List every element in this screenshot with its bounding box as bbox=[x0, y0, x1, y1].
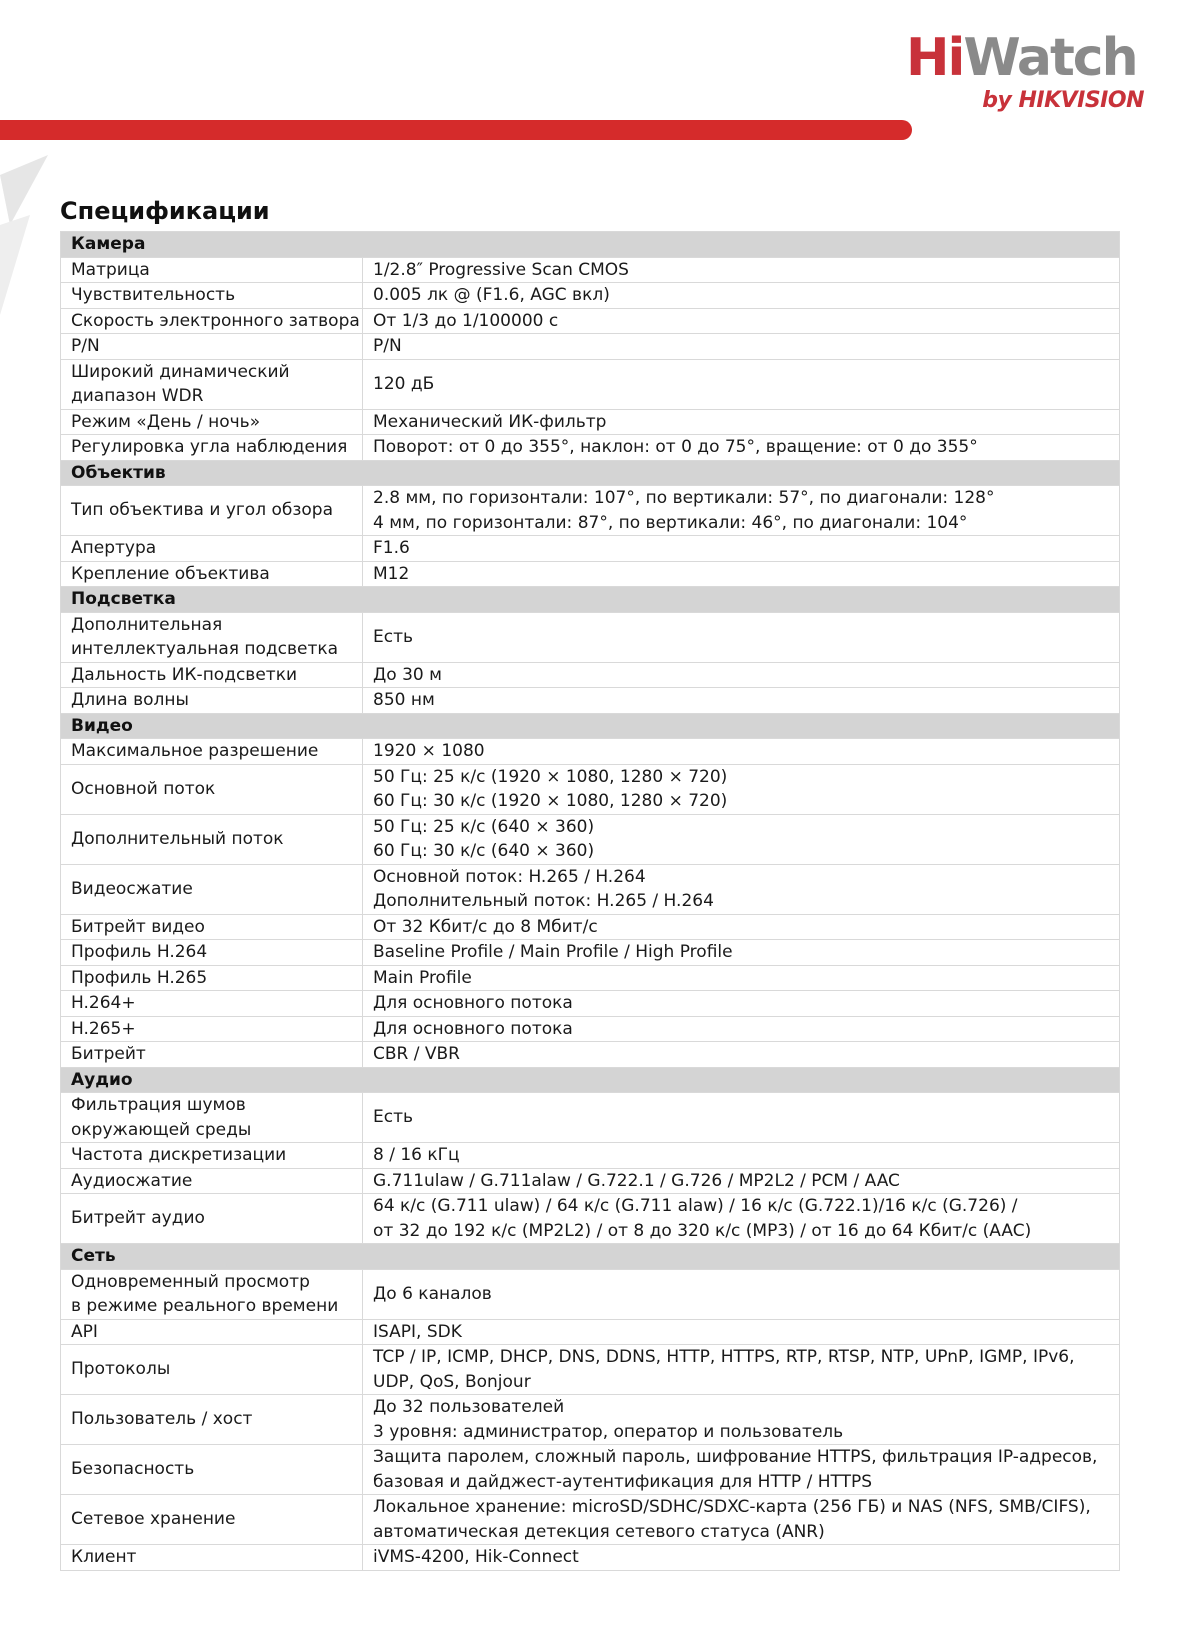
spec-value-line: базовая и дайджест-аутентификация для HTTP / HTTPS bbox=[373, 1471, 873, 1492]
section-header-row bbox=[61, 713, 1120, 739]
spec-label-line: Клиент bbox=[71, 1547, 137, 1567]
spec-value bbox=[363, 965, 1120, 991]
spec-label-line: Сетевое хранение bbox=[71, 1509, 236, 1530]
spec-value-line: До 30 м bbox=[373, 664, 442, 685]
spec-row bbox=[61, 1143, 1120, 1169]
spec-label-line: Профиль H.264 bbox=[71, 942, 208, 962]
spec-label-line: Битрейт аудио bbox=[71, 1208, 205, 1229]
spec-row bbox=[61, 308, 1120, 334]
spec-value bbox=[363, 1395, 1120, 1445]
spec-label bbox=[61, 1545, 363, 1571]
spec-label-line: API bbox=[71, 1321, 98, 1342]
section-header-row bbox=[61, 232, 1120, 258]
spec-label bbox=[61, 257, 363, 283]
spec-value bbox=[363, 764, 1120, 814]
spec-label bbox=[61, 1495, 363, 1545]
spec-label bbox=[61, 739, 363, 765]
section-header-row bbox=[61, 460, 1120, 486]
spec-label-line: Фильтрация шумов bbox=[71, 1095, 246, 1115]
spec-label-line: Пользователь / хост bbox=[71, 1409, 253, 1430]
spec-label-line: Аудиосжатие bbox=[71, 1170, 193, 1191]
spec-label bbox=[61, 561, 363, 587]
spec-value-line: 120 дБ bbox=[373, 373, 435, 394]
spec-value-line: от 32 до 192 к/с (MP2L2) / от 8 до 320 к/с (MP3) / от 16 до 64 Кбит/с (AAC) bbox=[373, 1220, 1032, 1241]
spec-value-line: Для основного потока bbox=[373, 993, 573, 1013]
spec-row bbox=[61, 283, 1120, 309]
spec-label-line: Крепление объектива bbox=[71, 563, 270, 584]
spec-label bbox=[61, 1042, 363, 1068]
spec-row bbox=[61, 764, 1120, 814]
spec-value bbox=[363, 1269, 1120, 1319]
spec-value-line: 1/2.8″ Progressive Scan CMOS bbox=[373, 259, 629, 280]
spec-value-line: P/N bbox=[373, 336, 402, 356]
spec-value-line: ISAPI, SDK bbox=[373, 1321, 462, 1342]
spec-value-line: Main Profile bbox=[373, 967, 472, 988]
spec-label-line: Максимальное разрешение bbox=[71, 741, 319, 761]
spec-value bbox=[363, 308, 1120, 334]
spec-label bbox=[61, 536, 363, 562]
spec-value-line: UDP, QoS, Bonjour bbox=[373, 1371, 531, 1392]
spec-row bbox=[61, 814, 1120, 864]
spec-value-line: 50 Гц: 25 к/с (1920 × 1080, 1280 × 720) bbox=[373, 766, 728, 787]
spec-row bbox=[61, 1042, 1120, 1068]
section-title: Сеть bbox=[61, 1244, 1120, 1270]
section-title: Камера bbox=[61, 232, 1120, 258]
spec-label bbox=[61, 435, 363, 461]
spec-row bbox=[61, 991, 1120, 1017]
spec-label bbox=[61, 486, 363, 536]
spec-value bbox=[363, 1319, 1120, 1345]
spec-label-line: Чувствительность bbox=[71, 285, 236, 305]
spec-label bbox=[61, 1093, 363, 1143]
spec-value-line: F1.6 bbox=[373, 538, 410, 558]
spec-value bbox=[363, 662, 1120, 688]
spec-row bbox=[61, 1016, 1120, 1042]
spec-row bbox=[61, 864, 1120, 914]
spec-label bbox=[61, 1395, 363, 1445]
spec-label bbox=[61, 940, 363, 966]
spec-row bbox=[61, 1445, 1120, 1495]
spec-value-line: 50 Гц: 25 к/с (640 × 360) bbox=[373, 816, 595, 837]
spec-row bbox=[61, 435, 1120, 461]
spec-label-line: Частота дискретизации bbox=[71, 1145, 287, 1165]
spec-value-line: 60 Гц: 30 к/с (1920 × 1080, 1280 × 720) bbox=[373, 791, 728, 811]
section-title: Видео bbox=[61, 713, 1120, 739]
spec-label-line: Видеосжатие bbox=[71, 878, 193, 899]
spec-value bbox=[363, 359, 1120, 409]
spec-value-line: Механический ИК-фильтр bbox=[373, 411, 607, 432]
spec-label bbox=[61, 864, 363, 914]
spec-value-line: M12 bbox=[373, 563, 410, 584]
spec-value bbox=[363, 334, 1120, 360]
spec-label-line: Одновременный просмотр bbox=[71, 1271, 310, 1292]
spec-label bbox=[61, 914, 363, 940]
spec-row bbox=[61, 688, 1120, 714]
spec-row bbox=[61, 1545, 1120, 1571]
spec-value bbox=[363, 1042, 1120, 1068]
spec-label-line: Дополнительный поток bbox=[71, 828, 284, 849]
spec-label bbox=[61, 1345, 363, 1395]
spec-label bbox=[61, 409, 363, 435]
page-title: Спецификации bbox=[60, 197, 270, 225]
spec-row bbox=[61, 1495, 1120, 1545]
section-header-row bbox=[61, 1244, 1120, 1270]
spec-value-line: iVMS-4200, Hik-Connect bbox=[373, 1547, 579, 1567]
spec-value-line: Для основного потока bbox=[373, 1018, 573, 1039]
spec-row bbox=[61, 1319, 1120, 1345]
spec-value bbox=[363, 1194, 1120, 1244]
spec-label-line: Апертура bbox=[71, 538, 157, 558]
spec-label-line: диапазон WDR bbox=[71, 386, 204, 406]
spec-value bbox=[363, 409, 1120, 435]
spec-value-line: 2.8 мм, по горизонтали: 107°, по вертикали: 57°, по диагонали: 128° bbox=[373, 488, 995, 508]
spec-label bbox=[61, 662, 363, 688]
spec-row bbox=[61, 662, 1120, 688]
logo-watch-text: Watch bbox=[963, 28, 1137, 88]
spec-value-line: 850 нм bbox=[373, 690, 435, 710]
spec-label-line: H.264+ bbox=[71, 993, 136, 1013]
spec-value-line: автоматическая детекция сетевого статуса (ANR) bbox=[373, 1521, 825, 1542]
spec-row bbox=[61, 409, 1120, 435]
spec-row bbox=[61, 739, 1120, 765]
section-header-row bbox=[61, 1067, 1120, 1093]
spec-row bbox=[61, 1269, 1120, 1319]
spec-value bbox=[363, 688, 1120, 714]
spec-value bbox=[363, 1168, 1120, 1194]
spec-value bbox=[363, 283, 1120, 309]
spec-label bbox=[61, 1269, 363, 1319]
section-header-row bbox=[61, 587, 1120, 613]
spec-label-line: Дальность ИК-подсветки bbox=[71, 664, 298, 685]
spec-label-line: окружающей среды bbox=[71, 1119, 252, 1140]
spec-label bbox=[61, 1445, 363, 1495]
spec-value bbox=[363, 1016, 1120, 1042]
spec-label-line: Длина волны bbox=[71, 690, 189, 710]
spec-row bbox=[61, 1395, 1120, 1445]
logo-brand-text: HIKVISION bbox=[1018, 88, 1144, 113]
spec-label-line: Битрейт видео bbox=[71, 916, 205, 937]
section-title: Аудио bbox=[61, 1067, 1120, 1093]
spec-label bbox=[61, 814, 363, 864]
spec-row bbox=[61, 1345, 1120, 1395]
spec-value bbox=[363, 612, 1120, 662]
spec-value-line: Защита паролем, сложный пароль, шифрование HTTPS, фильтрация IP-адресов, bbox=[373, 1447, 1098, 1467]
spec-value-line: От 1/3 до 1/100000 с bbox=[373, 310, 559, 331]
spec-label-line: в режиме реального времени bbox=[71, 1296, 339, 1316]
spec-label-line: Профиль H.265 bbox=[71, 967, 208, 988]
spec-row bbox=[61, 1168, 1120, 1194]
spec-value bbox=[363, 940, 1120, 966]
spec-value-line: Есть bbox=[373, 626, 414, 647]
header-red-bar bbox=[0, 120, 912, 140]
section-title: Подсветка bbox=[61, 587, 1120, 613]
spec-row bbox=[61, 1093, 1120, 1143]
spec-label bbox=[61, 1016, 363, 1042]
spec-label-line: Матрица bbox=[71, 259, 150, 280]
spec-label bbox=[61, 965, 363, 991]
spec-value-line: До 6 каналов bbox=[373, 1283, 492, 1304]
spec-label-line: Битрейт bbox=[71, 1044, 146, 1064]
spec-value-line: TCP / IP, ICMP, DHCP, DNS, DDNS, HTTP, HTTPS, RTP, RTSP, NTP, UPnP, IGMP, IPv6, bbox=[373, 1347, 1075, 1367]
logo-by-text: by bbox=[982, 88, 1012, 113]
hiwatch-logo bbox=[906, 28, 1156, 128]
spec-label bbox=[61, 612, 363, 662]
logo-subtitle bbox=[982, 88, 1144, 113]
spec-value-line: 8 / 16 кГц bbox=[373, 1145, 460, 1165]
spec-value-line: Дополнительный поток: H.265 / H.264 bbox=[373, 891, 714, 911]
spec-label bbox=[61, 1319, 363, 1345]
spec-label bbox=[61, 334, 363, 360]
spec-value bbox=[363, 561, 1120, 587]
spec-value-line: 60 Гц: 30 к/с (640 × 360) bbox=[373, 841, 595, 861]
spec-value bbox=[363, 257, 1120, 283]
spec-value-line: 4 мм, по горизонтали: 87°, по вертикали: 46°, по диагонали: 104° bbox=[373, 512, 968, 533]
spec-row bbox=[61, 561, 1120, 587]
spec-row bbox=[61, 536, 1120, 562]
spec-value bbox=[363, 1345, 1120, 1395]
spec-value-line: Поворот: от 0 до 355°, наклон: от 0 до 75°, вращение: от 0 до 355° bbox=[373, 437, 978, 457]
spec-value-line: До 32 пользователей bbox=[373, 1397, 565, 1417]
spec-value bbox=[363, 864, 1120, 914]
spec-value bbox=[363, 435, 1120, 461]
spec-label-line: H.265+ bbox=[71, 1018, 136, 1039]
spec-value bbox=[363, 1495, 1120, 1545]
spec-label bbox=[61, 1194, 363, 1244]
spec-label bbox=[61, 1143, 363, 1169]
spec-row bbox=[61, 965, 1120, 991]
spec-value-line: Есть bbox=[373, 1107, 414, 1128]
spec-row bbox=[61, 612, 1120, 662]
spec-table bbox=[60, 231, 1120, 1571]
spec-value bbox=[363, 1445, 1120, 1495]
spec-value bbox=[363, 486, 1120, 536]
spec-value-line: 3 уровня: администратор, оператор и пользователь bbox=[373, 1421, 844, 1442]
spec-label-line: Регулировка угла наблюдения bbox=[71, 437, 348, 457]
spec-value bbox=[363, 991, 1120, 1017]
spec-value bbox=[363, 739, 1120, 765]
spec-label-line: интеллектуальная подсветка bbox=[71, 639, 339, 659]
spec-value-line: Локальное хранение: microSD/SDHC/SDXC-карта (256 ГБ) и NAS (NFS, SMB/CIFS), bbox=[373, 1497, 1091, 1517]
spec-label-line: Тип объектива и угол обзора bbox=[71, 500, 334, 521]
spec-value-line: 64 к/с (G.711 ulaw) / 64 к/с (G.711 alaw) / 16 к/с (G.722.1)/16 к/с (G.726) / bbox=[373, 1196, 1018, 1216]
spec-value-line: CBR / VBR bbox=[373, 1044, 460, 1064]
spec-value bbox=[363, 536, 1120, 562]
spec-label bbox=[61, 308, 363, 334]
spec-label-line: Дополнительная bbox=[71, 614, 223, 635]
spec-label bbox=[61, 283, 363, 309]
spec-label-line: Широкий динамический bbox=[71, 361, 290, 382]
spec-value bbox=[363, 1093, 1120, 1143]
spec-label bbox=[61, 1168, 363, 1194]
spec-row bbox=[61, 914, 1120, 940]
spec-label-line: Режим «День / ночь» bbox=[71, 411, 261, 432]
spec-row bbox=[61, 359, 1120, 409]
section-title: Объектив bbox=[61, 460, 1120, 486]
spec-row bbox=[61, 1194, 1120, 1244]
spec-label bbox=[61, 688, 363, 714]
spec-label-line: Основной поток bbox=[71, 778, 216, 799]
spec-table-body bbox=[61, 232, 1120, 1571]
spec-value-line: Baseline Profile / Main Profile / High Profile bbox=[373, 942, 733, 962]
spec-label bbox=[61, 991, 363, 1017]
spec-label bbox=[61, 359, 363, 409]
spec-label bbox=[61, 764, 363, 814]
spec-label-line: Протоколы bbox=[71, 1359, 171, 1380]
logo-hi-text: Hi bbox=[906, 28, 964, 88]
spec-row bbox=[61, 940, 1120, 966]
spec-value bbox=[363, 1143, 1120, 1169]
spec-value bbox=[363, 914, 1120, 940]
spec-value-line: Основной поток: H.265 / H.264 bbox=[373, 866, 646, 887]
spec-row bbox=[61, 334, 1120, 360]
spec-label-line: P/N bbox=[71, 336, 100, 356]
spec-value-line: 0.005 лк @ (F1.6, AGC вкл) bbox=[373, 285, 610, 305]
spec-value-line: 1920 × 1080 bbox=[373, 741, 485, 761]
spec-value-line: G.711ulaw / G.711alaw / G.722.1 / G.726 / MP2L2 / PCM / AAC bbox=[373, 1170, 900, 1191]
spec-value bbox=[363, 1545, 1120, 1571]
spec-value-line: От 32 Кбит/с до 8 Мбит/с bbox=[373, 916, 598, 937]
spec-value bbox=[363, 814, 1120, 864]
decorative-arrow-graphic bbox=[0, 155, 60, 315]
spec-label-line: Безопасность bbox=[71, 1459, 195, 1480]
spec-row bbox=[61, 257, 1120, 283]
spec-label-line: Скорость электронного затвора bbox=[71, 310, 360, 331]
spec-row bbox=[61, 486, 1120, 536]
